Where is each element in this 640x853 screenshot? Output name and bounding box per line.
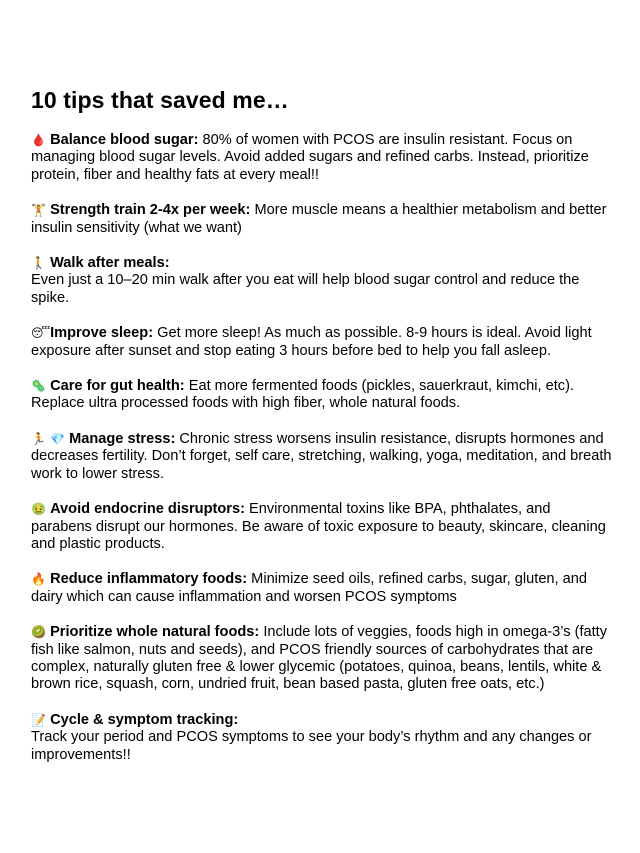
weightlifting-icon: 🏋 [31,203,46,218]
tip-heading: Strength train 2-4x per week: [50,202,251,219]
tip-text: Even just a 10–20 min walk after you eat will help blood sugar control and reduce the spike. [31,272,580,306]
nauseated-face-icon: 🤢 [31,502,46,517]
blood-drop-icon: 🩸 [31,133,46,147]
tip-endocrine-disruptors [31,501,615,553]
tip-improve-sleep [31,325,615,360]
sleeping-face-icon: 😴 [31,326,51,341]
tip-text: Chronic stress worsens insulin resistance, disrupts hormones and decreases fertility. Don’t forget, self care, stretching, walking, yoga, meditation, and breath work to lower stress. [31,430,612,482]
tip-heading: Cycle & symptom tracking: [50,711,239,728]
tip-whole-natural-foods [31,624,615,694]
tip-text: Minimize seed oils, refined carbs, sugar, gluten, and dairy which can cause inflammation and worsen PCOS symptoms [31,571,588,605]
tip-walk-after-meals [31,255,615,307]
notepad-icon: 📝 [31,712,46,727]
tip-heading: Care for gut health: [50,378,185,395]
document-page [31,86,615,782]
tip-heading: Walk after meals: [50,255,170,272]
tip-text: More muscle means a healthier metabolism and better insulin sensitivity (what we want) [31,202,607,236]
tip-text: Track your period and PCOS symptoms to see your body’s rhythm and any changes or improvements!! [31,729,592,763]
tip-balance-blood-sugar [31,132,615,184]
gem-icon: 💎 [50,431,65,446]
tip-text: 80% of women with PCOS are insulin resistant. Focus on managing blood sugar levels. Avoid added sugars and refined carbs. Instead, prioritize protein, fiber and healthy fats at every meal!! [31,132,589,183]
walking-person-icon: 🚶 [31,256,46,271]
tip-strength-train [31,202,615,237]
tip-text: Include lots of veggies, foods high in omega-3’s (fatty fish like salmon, nuts and seeds), and PCOS friendly sources of carbohydrates that are complex, naturally gluten free & lower glycemic (potatoes, quinoa, beans, lentils, white & brown rice, squash, corn, undried fruit, bean based pasta, gluten free oats, etc.) [31,624,608,693]
microbe-icon: 🦠 [31,379,46,394]
tip-text: Environmental toxins like BPA, phthalates, and parabens disrupt our hormones. Be aware of toxic exposure to beauty, skincare, cleaning and plastic products. [31,501,606,552]
tip-heading: Improve sleep: [50,325,154,342]
page-title: 10 tips that saved me… [31,87,289,113]
running-person-icon: 🏃 [31,431,46,446]
tip-text: Eat more fermented foods (pickles, sauerkraut, kimchi, etc). Replace ultra processed foods with high fiber, whole natural foods. [31,378,574,412]
tip-heading: Balance blood sugar: [50,132,199,148]
tip-gut-health [31,378,615,413]
kiwi-fruit-icon: 🥝 [31,625,46,640]
tip-cycle-tracking [31,712,615,764]
tip-inflammatory-foods [31,571,615,606]
tip-heading: Avoid endocrine disruptors: [50,501,245,518]
tip-heading: Manage stress: [69,430,176,447]
tip-heading: Prioritize whole natural foods: [50,624,260,641]
fire-icon: 🔥 [31,572,46,587]
tip-heading: Reduce inflammatory foods: [50,571,248,588]
tip-text: Get more sleep! As much as possible. 8-9 hours is ideal. Avoid light exposure after sunset and stop eating 3 hours before bed to help you fall asleep. [31,325,592,359]
tip-manage-stress [31,431,615,483]
